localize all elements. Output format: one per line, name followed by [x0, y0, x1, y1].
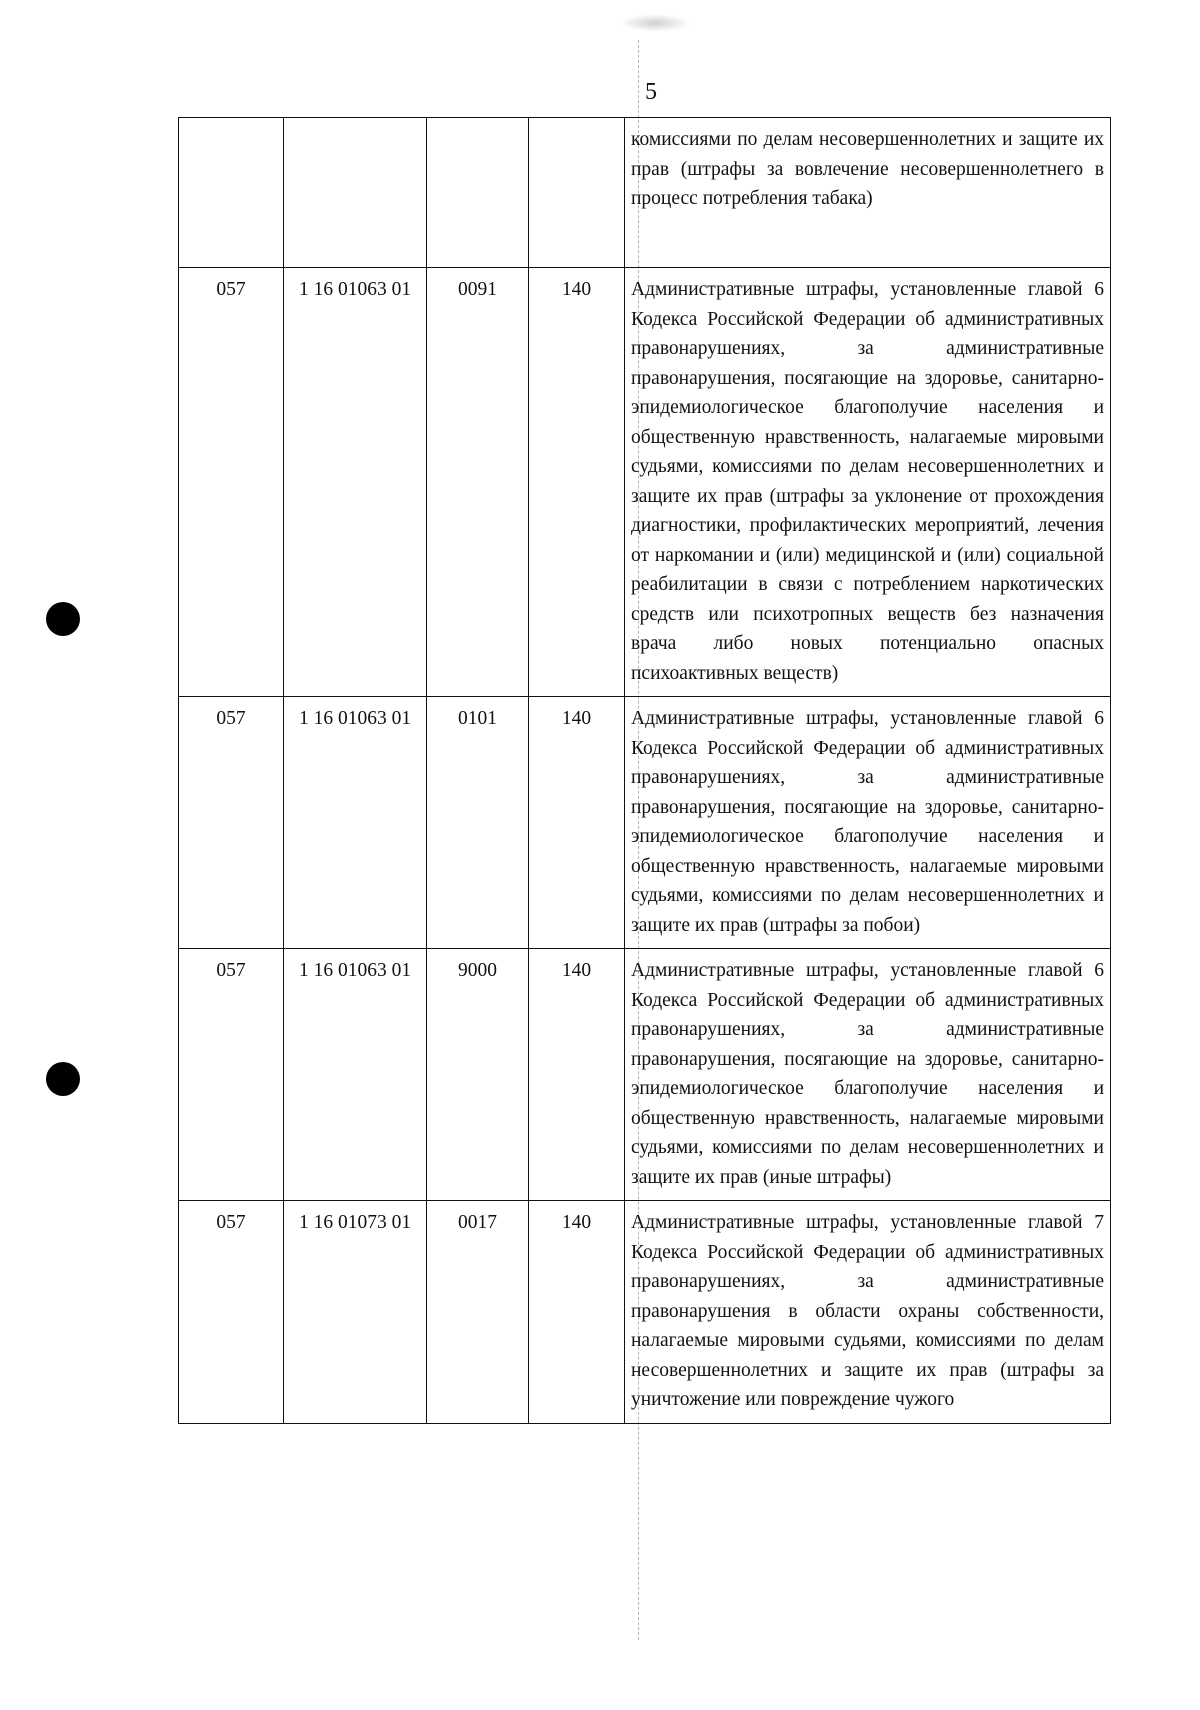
description-cell: комиссиями по делам несовершеннолетних и защите их прав (штрафы за вовлечение несовершеннолетнего в процесс потребления табака) [625, 118, 1111, 268]
subtype-code-cell: 0101 [427, 697, 529, 949]
subtype-code-cell: 0091 [427, 268, 529, 697]
subtype-code-cell [427, 118, 529, 268]
admin-code-cell: 057 [179, 268, 284, 697]
admin-code-cell [179, 118, 284, 268]
subtype-code-cell: 9000 [427, 949, 529, 1201]
table-row [179, 949, 1111, 1201]
admin-code-cell: 057 [179, 1201, 284, 1424]
scan-artifact [620, 14, 690, 32]
table-row [179, 1201, 1111, 1424]
description-cell: Административные штрафы, установленные главой 6 Кодекса Российской Федерации об административных правонарушениях, за административные правонарушения, посягающие на здоровье, санитарно-эпидемиологическое благополучие населения и общественную нравственность, налагаемые мировыми судьями, комиссиями по делам несовершеннолетних и защите их прав (иные штрафы) [625, 949, 1111, 1201]
kbk-code-cell: 1 16 01063 01 [284, 268, 427, 697]
kbk-code-cell: 1 16 01073 01 [284, 1201, 427, 1424]
kbk-code-cell: 1 16 01063 01 [284, 949, 427, 1201]
table-row [179, 118, 1111, 268]
kosgu-code-cell: 140 [529, 949, 625, 1201]
table-row [179, 268, 1111, 697]
description-cell: Административные штрафы, установленные главой 6 Кодекса Российской Федерации об административных правонарушениях, за административные правонарушения, посягающие на здоровье, санитарно-эпидемиологическое благополучие населения и общественную нравственность, налагаемые мировыми судьями, комиссиями по делам несовершеннолетних и защите их прав (штрафы за побои) [625, 697, 1111, 949]
kosgu-code-cell: 140 [529, 268, 625, 697]
subtype-code-cell: 0017 [427, 1201, 529, 1424]
kosgu-code-cell: 140 [529, 697, 625, 949]
admin-code-cell: 057 [179, 949, 284, 1201]
table-row [179, 697, 1111, 949]
kosgu-code-cell: 140 [529, 1201, 625, 1424]
kosgu-code-cell [529, 118, 625, 268]
description-cell: Административные штрафы, установленные главой 7 Кодекса Российской Федерации об административных правонарушениях, за административные правонарушения в области охраны собственности, налагаемые мировыми судьями, комиссиями по делам несовершеннолетних и защите их прав (штрафы за уничтожение или повреждение чужого [625, 1201, 1111, 1424]
description-cell: Административные штрафы, установленные главой 6 Кодекса Российской Федерации об административных правонарушениях, за административные правонарушения, посягающие на здоровье, санитарно-эпидемиологическое благополучие населения и общественную нравственность, налагаемые мировыми судьями, комиссиями по делам несовершеннолетних и защите их прав (штрафы за уклонение от прохождения диагностики, профилактических мероприятий, лечения от наркомании и (или) медицинской и (или) социальной реабилитации в связи с потреблением наркотических средств или психотропных веществ без назначения врача либо новых потенциально опасных психоактивных веществ) [625, 268, 1111, 697]
budget-codes-table [178, 117, 1111, 1424]
page-number: 5 [645, 79, 657, 105]
kbk-code-cell [284, 118, 427, 268]
admin-code-cell: 057 [179, 697, 284, 949]
punch-hole-lower [46, 1062, 80, 1096]
punch-hole-upper [46, 602, 80, 636]
kbk-code-cell: 1 16 01063 01 [284, 697, 427, 949]
